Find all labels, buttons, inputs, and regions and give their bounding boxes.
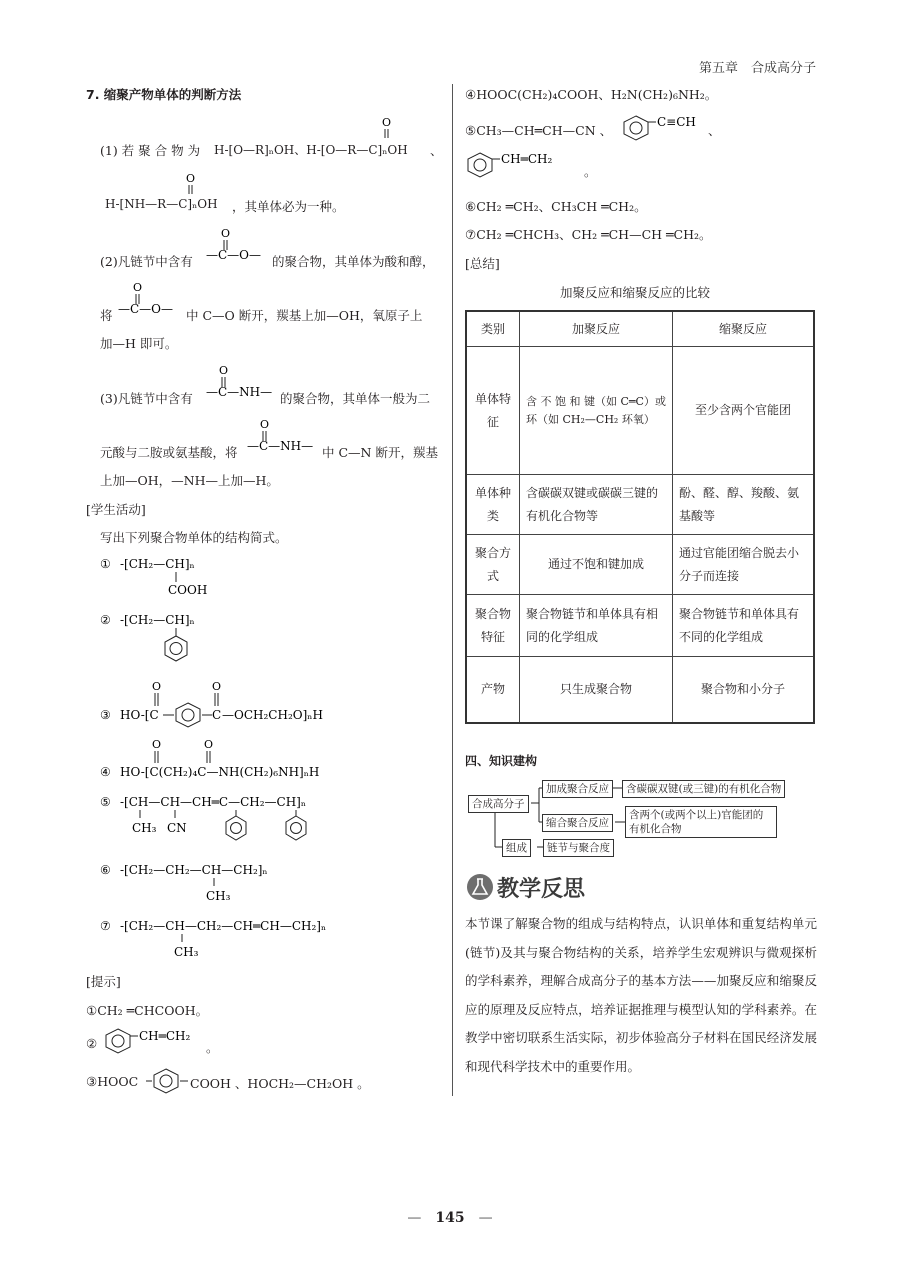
p1-tail: 、 <box>430 143 443 158</box>
amide-group-1 <box>206 363 276 401</box>
svg-text:-[CH₂—CH₂—CH—CH₂]ₙ: -[CH₂—CH₂—CH—CH₂]ₙ <box>120 863 268 877</box>
table-cell-condensation: 至少含两个官能团 <box>673 347 815 475</box>
p3-e: 上加—OH，—NH—上加—H。 <box>100 473 279 488</box>
table-header-cell: 类别 <box>466 311 520 347</box>
svg-text:O: O <box>382 116 392 129</box>
table-cell-category: 聚合物特征 <box>466 595 520 657</box>
svg-text:O: O <box>186 172 196 185</box>
table-row <box>466 657 814 723</box>
table-cell-condensation: 酚、醛、醇、羧酸、氨基酸等 <box>673 475 815 535</box>
p1-end: ，其单体必为一种。 <box>232 199 345 214</box>
table-cell-condensation: 通过官能团缩合脱去小分子而连接 <box>673 535 815 595</box>
table-cell-addition: 聚合物链节和单体具有相同的化学组成 <box>520 595 673 657</box>
table-row <box>466 475 814 535</box>
table-cell-category: 聚合方式 <box>466 535 520 595</box>
amide-group-2 <box>247 417 317 455</box>
ester-group-1 <box>206 226 266 264</box>
table-header-cell: 缩聚反应 <box>673 311 815 347</box>
svg-text:—C—NH—: —C—NH— <box>206 385 273 399</box>
p2-c: 将 <box>100 308 113 323</box>
phenylacetylene-structure <box>622 113 702 143</box>
summary-label: [总结] <box>465 256 500 271</box>
reflection-title: 教学反思 <box>497 877 586 902</box>
svg-text:O: O <box>212 680 222 693</box>
table-cell-addition: 含碳碳双键或碳碳三键的有机化合物等 <box>520 475 673 535</box>
svg-text:⑦: ⑦ <box>100 919 111 933</box>
svg-text:④: ④ <box>100 765 111 779</box>
svg-text:—C—O—: —C—O— <box>206 248 262 262</box>
svg-text:-[CH₂—CH]ₙ: -[CH₂—CH]ₙ <box>120 557 195 571</box>
svg-text:O: O <box>133 281 143 294</box>
svg-text:CH₃: CH₃ <box>132 821 157 835</box>
carbonyl-o-2 <box>184 172 196 194</box>
polymer-6 <box>100 858 320 904</box>
svg-text:O: O <box>204 738 214 751</box>
table-title: 加聚反应和缩聚反应的比较 <box>560 285 711 300</box>
svg-text:②: ② <box>100 613 111 627</box>
svg-text:O: O <box>152 680 162 693</box>
p3-d: 中 C—N 断开，羰基 <box>322 445 438 460</box>
table-cell-addition <box>520 347 673 475</box>
kb-composition: 组成 <box>502 839 531 857</box>
p3-c: 元酸与二胺或氨基酸，将 <box>100 445 238 460</box>
answer-4: ④HOOC(CH₂)₄COOH、H₂N(CH₂)₆NH₂。 <box>465 87 718 102</box>
comparison-table <box>465 310 815 724</box>
svg-text:—C—O—: —C—O— <box>118 302 174 316</box>
table-row <box>466 535 814 595</box>
svg-text:①: ① <box>100 557 111 571</box>
table-cell-addition: 只生成聚合物 <box>520 657 673 723</box>
table-cell-addition: 通过不饱和键加成 <box>520 535 673 595</box>
p1-formula-b: H-[NH—R—C]ₙOH <box>105 197 218 211</box>
svg-text:O: O <box>260 418 270 431</box>
chapter-header: 第五章 合成高分子 <box>698 61 816 76</box>
svg-text:CH₃: CH₃ <box>206 889 231 903</box>
svg-text:—C—NH—: —C—NH— <box>247 439 314 453</box>
svg-text:CH₃: CH₃ <box>174 945 199 959</box>
svg-text:CH═CH₂: CH═CH₂ <box>501 152 553 166</box>
table-row <box>466 595 814 657</box>
answer-6: ⑥CH₂ ═CH₂、CH₃CH ═CH₂。 <box>465 199 647 214</box>
svg-text:CN: CN <box>167 821 187 835</box>
answer-5-end: 。 <box>584 164 597 179</box>
monomer-feature-addition-text: 含 不 饱 和 键（如 C═C）或环（如 CH₂—CH₂ 环氧） <box>526 394 666 426</box>
kb-condensation-desc: 含两个(或两个以上)官能团的有机化合物 <box>625 806 777 838</box>
page-number-line <box>0 1207 900 1227</box>
svg-text:HO-[C: HO-[C <box>120 708 159 722</box>
page-number-dash-right: — <box>464 1210 493 1226</box>
svg-text:C: C <box>212 708 222 722</box>
svg-text:C≡CH: C≡CH <box>657 115 696 129</box>
svg-text:⑤: ⑤ <box>100 795 111 809</box>
page-number-dash-left: — <box>407 1210 436 1226</box>
svg-text:O: O <box>221 227 231 240</box>
flask-icon <box>465 872 495 902</box>
table-header-row <box>466 311 814 347</box>
section-7-title: 7. 缩聚产物单体的判断方法 <box>86 87 242 102</box>
table-cell-condensation: 聚合物和小分子 <box>673 657 815 723</box>
knowledge-section-title: 四、知识建构 <box>465 754 538 768</box>
svg-text:O: O <box>152 738 162 751</box>
polymer-1 <box>100 552 220 602</box>
activity-label: [学生活动] <box>86 502 146 517</box>
svg-text:COOH: COOH <box>168 583 208 597</box>
column-divider <box>452 84 453 1096</box>
kb-composition-desc: 链节与聚合度 <box>543 839 614 857</box>
svg-text:-[CH₂—CH—CH₂—CH═CH—CH₂]ₙ: -[CH₂—CH—CH₂—CH═CH—CH₂]ₙ <box>120 919 327 933</box>
styrene-structure <box>104 1026 204 1056</box>
answer-5: ⑤CH₃—CH═CH—CN 、 <box>465 123 613 138</box>
svg-text:-[CH—CH—CH═C—CH₂—CH]ₙ: -[CH—CH—CH═C—CH₂—CH]ₙ <box>120 795 307 809</box>
p2-e: 加—H 即可。 <box>100 336 178 351</box>
polymer-5 <box>100 790 350 852</box>
polymer-4 <box>100 736 360 780</box>
activity-text: 写出下列聚合物单体的结构简式。 <box>100 530 288 545</box>
p1-prefix: (1) 若 聚 合 物 为 <box>100 143 201 158</box>
kb-root: 合成高分子 <box>468 795 529 813</box>
p3-b: 的聚合物，其单体一般为二 <box>280 391 431 406</box>
answer-7: ⑦CH₂ ═CHCH₃、CH₂ ═CH—CH ═CH₂。 <box>465 227 712 242</box>
answer-5-sep: 、 <box>708 123 721 138</box>
carbonyl-o-1 <box>380 116 392 138</box>
p2-d: 中 C—O 断开，羰基上加—OH，氧原子上 <box>186 308 423 323</box>
table-cell-category: 单体种类 <box>466 475 520 535</box>
benzene-ring-hint3 <box>146 1066 192 1096</box>
polymer-2 <box>100 608 220 666</box>
p3-a: (3)凡链节中含有 <box>100 391 193 406</box>
hint-2-end: 。 <box>206 1040 219 1055</box>
kb-addition: 加成聚合反应 <box>542 780 613 798</box>
kb-addition-desc: 含碳碳双键(或三键)的有机化合物 <box>622 780 785 798</box>
table-cell-condensation: 聚合物链节和单体具有不同的化学组成 <box>673 595 815 657</box>
svg-text:CH═CH₂: CH═CH₂ <box>139 1029 191 1043</box>
page-number: 145 <box>435 1210 465 1226</box>
hint-2-number: ② <box>86 1036 98 1051</box>
svg-text:O: O <box>219 364 229 377</box>
hint-1: ①CH₂ ═CHCOOH。 <box>86 1003 209 1018</box>
svg-text:-[CH₂—CH]ₙ: -[CH₂—CH]ₙ <box>120 613 195 627</box>
polymer-7 <box>100 914 360 960</box>
kb-condensation: 缩合聚合反应 <box>542 814 613 832</box>
polymer-3 <box>100 678 340 728</box>
table-cell-category: 单体特征 <box>466 347 520 475</box>
svg-text:⑥: ⑥ <box>100 863 111 877</box>
hint-3-a: ③HOOC <box>86 1074 139 1089</box>
p2-b: 的聚合物，其单体为酸和醇， <box>272 254 435 269</box>
p2-a: (2)凡链节中含有 <box>100 254 193 269</box>
svg-text:③: ③ <box>100 708 111 722</box>
styrene-structure-answer <box>466 150 566 180</box>
ester-group-2 <box>118 280 178 318</box>
svg-text:HO-[C(CH₂)₄C—NH(CH₂)₆NH]ₙH: HO-[C(CH₂)₄C—NH(CH₂)₆NH]ₙH <box>120 765 320 779</box>
svg-text:—OCH₂CH₂O]ₙH: —OCH₂CH₂O]ₙH <box>222 708 323 722</box>
hint-3-b: COOH 、HOCH₂—CH₂OH 。 <box>190 1076 370 1091</box>
hint-label: [提示] <box>86 974 121 989</box>
table-row <box>466 347 814 475</box>
table-cell-category: 产物 <box>466 657 520 723</box>
reflection-paragraph: 本节课了解聚合物的组成与结构特点，认识单体和重复结构单元(链节)及其与聚合物结构的关系，培养学生宏观辨识与微观探析的学科素养，理解合成高分子的基本方法——加聚反应和缩聚反应的原理及反应特点，培养证据推理与模型认知的学科素养。在教学中密切联系生活实际，初步体验高分子材料在国民经济发展和现代科学技术中的重要作用。 <box>465 916 817 1074</box>
p1-formula-a: H-[O—R]ₙOH、H-[O—R—C]ₙOH <box>214 143 408 157</box>
table-header-cell: 加聚反应 <box>520 311 673 347</box>
